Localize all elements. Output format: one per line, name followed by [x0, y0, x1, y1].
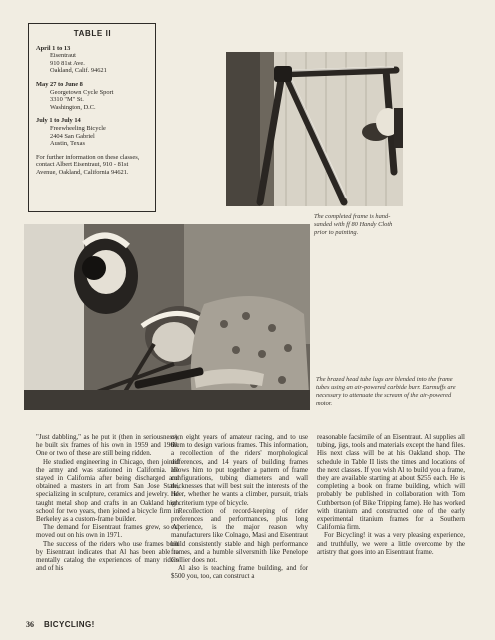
schedule-entry	[36, 81, 149, 111]
article-paragraph: The success of the riders who use frames built by Eisentraut indicates that Al has been able to mentally catalog the experiences of many riders and of his	[36, 539, 179, 573]
frame-sanding-photo	[226, 52, 403, 206]
article-paragraph: He studied engineering in Chicago, then joined the army and was stationed in California. He stayed in California after being discharged and obtained a masters in art from San Jose State, specializing in sculpture, ceramics and jewelry. He taught metal shop and crafts in an Oakland high school for two years, then joined a bicycle firm in Berkeley as a custom-frame builder.	[36, 457, 179, 524]
schedule-table	[28, 23, 156, 212]
article-paragraph: "Just dabbling," as he put it (then in seriousness), he built six frames of his own in 1959 and 1960. One or two of these are still being ridden.	[36, 433, 179, 458]
frame-sanding-illustration	[226, 52, 403, 206]
schedule-dates: July 1 to July 14	[36, 117, 81, 125]
schedule-line: Georgetown Cycle Sport	[50, 88, 114, 96]
page-footer	[26, 620, 95, 629]
schedule-entry	[36, 45, 149, 75]
frame-photo-caption: The completed frame is hand-sanded with ff 80 Handy Cloth prior to painting.	[314, 213, 393, 236]
article-paragraph: For Bicycling! it was a very pleasing experience, and truthfully, we were a little overcome by the artistry that goes into an Eisentraut frame.	[317, 531, 465, 556]
article-paragraph: Al also is teaching frame building, and for $500 you, too, can construct a	[171, 564, 308, 581]
schedule-dates: April 1 to 13	[36, 44, 71, 52]
article-column-1	[36, 433, 179, 615]
schedule-line: Oakland, Calif. 94621	[50, 67, 107, 75]
article-paragraph: own eight years of amateur racing, and to use them to design various frames. This information, a recollection of the riders' morphological differences, and 14 years of building frames allows him to put together a pattern of frame configurations, tubing diameters and wall thicknesses that will best suit the interests of the rider, whether he wants a climber, pursuit, trials or criterium type of bicycle.	[171, 433, 308, 507]
table-footer-note: For further information on these classes, contact Albert Eisentraut, 910 - 81st Avenue, Oakland, California 94621.	[36, 153, 140, 176]
magazine-name: BICYCLING!	[44, 620, 95, 629]
article-column-2	[171, 433, 308, 615]
article-column-3	[317, 433, 465, 615]
schedule-line: Washington, D.C.	[50, 103, 96, 111]
schedule-line: 910 81st Ave.	[50, 59, 85, 67]
schedule-line: 2404 San Gabriel	[50, 132, 95, 140]
article-paragraph: reasonable facsimile of an Eisentraut. Al supplies all tubing, jigs, tools and materials except the hand files. His next class will be at his Oakland shop. The schedule in Table II lists the times and locations of the next classes. If you wish Al to build you a frame, they are available starting at about $255 each. He is completing a book on frame building, which will probably be published in collaboration with Tom Cuthbertson (of Bike Tripping fame). He has worked with titanium and constructed one of the early experimental titanium frames for a Southern California firm.	[317, 433, 465, 532]
article-paragraph: Recollection of record-keeping of rider preferences and performances, plus long experience, is the major reason why manufacturers like Colnago, Masi and Eisentraut build consistently stable and high performance frames, and a humble silversmith like Penelope Collier does not.	[171, 506, 308, 565]
schedule-entry	[36, 117, 149, 147]
article-paragraph: The demand for Eisentraut frames grew, so Al moved out on his own in 1971.	[36, 523, 179, 540]
frame-builder-illustration	[24, 224, 310, 410]
table-title: TABLE II	[73, 29, 112, 38]
schedule-line: 3310 "M" St.	[50, 96, 84, 104]
page-number: 36	[26, 620, 34, 629]
schedule-line: Austin, Texas	[50, 140, 85, 148]
frame-builder-photo	[24, 224, 310, 410]
schedule-line: Eisentraut	[50, 52, 76, 60]
builder-photo-caption: The brazed head tube lugs are blended into the frame tubes using an air-powered carbide burr. Earmuffs are necessary to attenuate the scream of the air-powered motor.	[316, 376, 456, 407]
schedule-line: Freewheeling Bicycle	[50, 124, 106, 132]
schedule-dates: May 27 to June 8	[36, 80, 83, 88]
